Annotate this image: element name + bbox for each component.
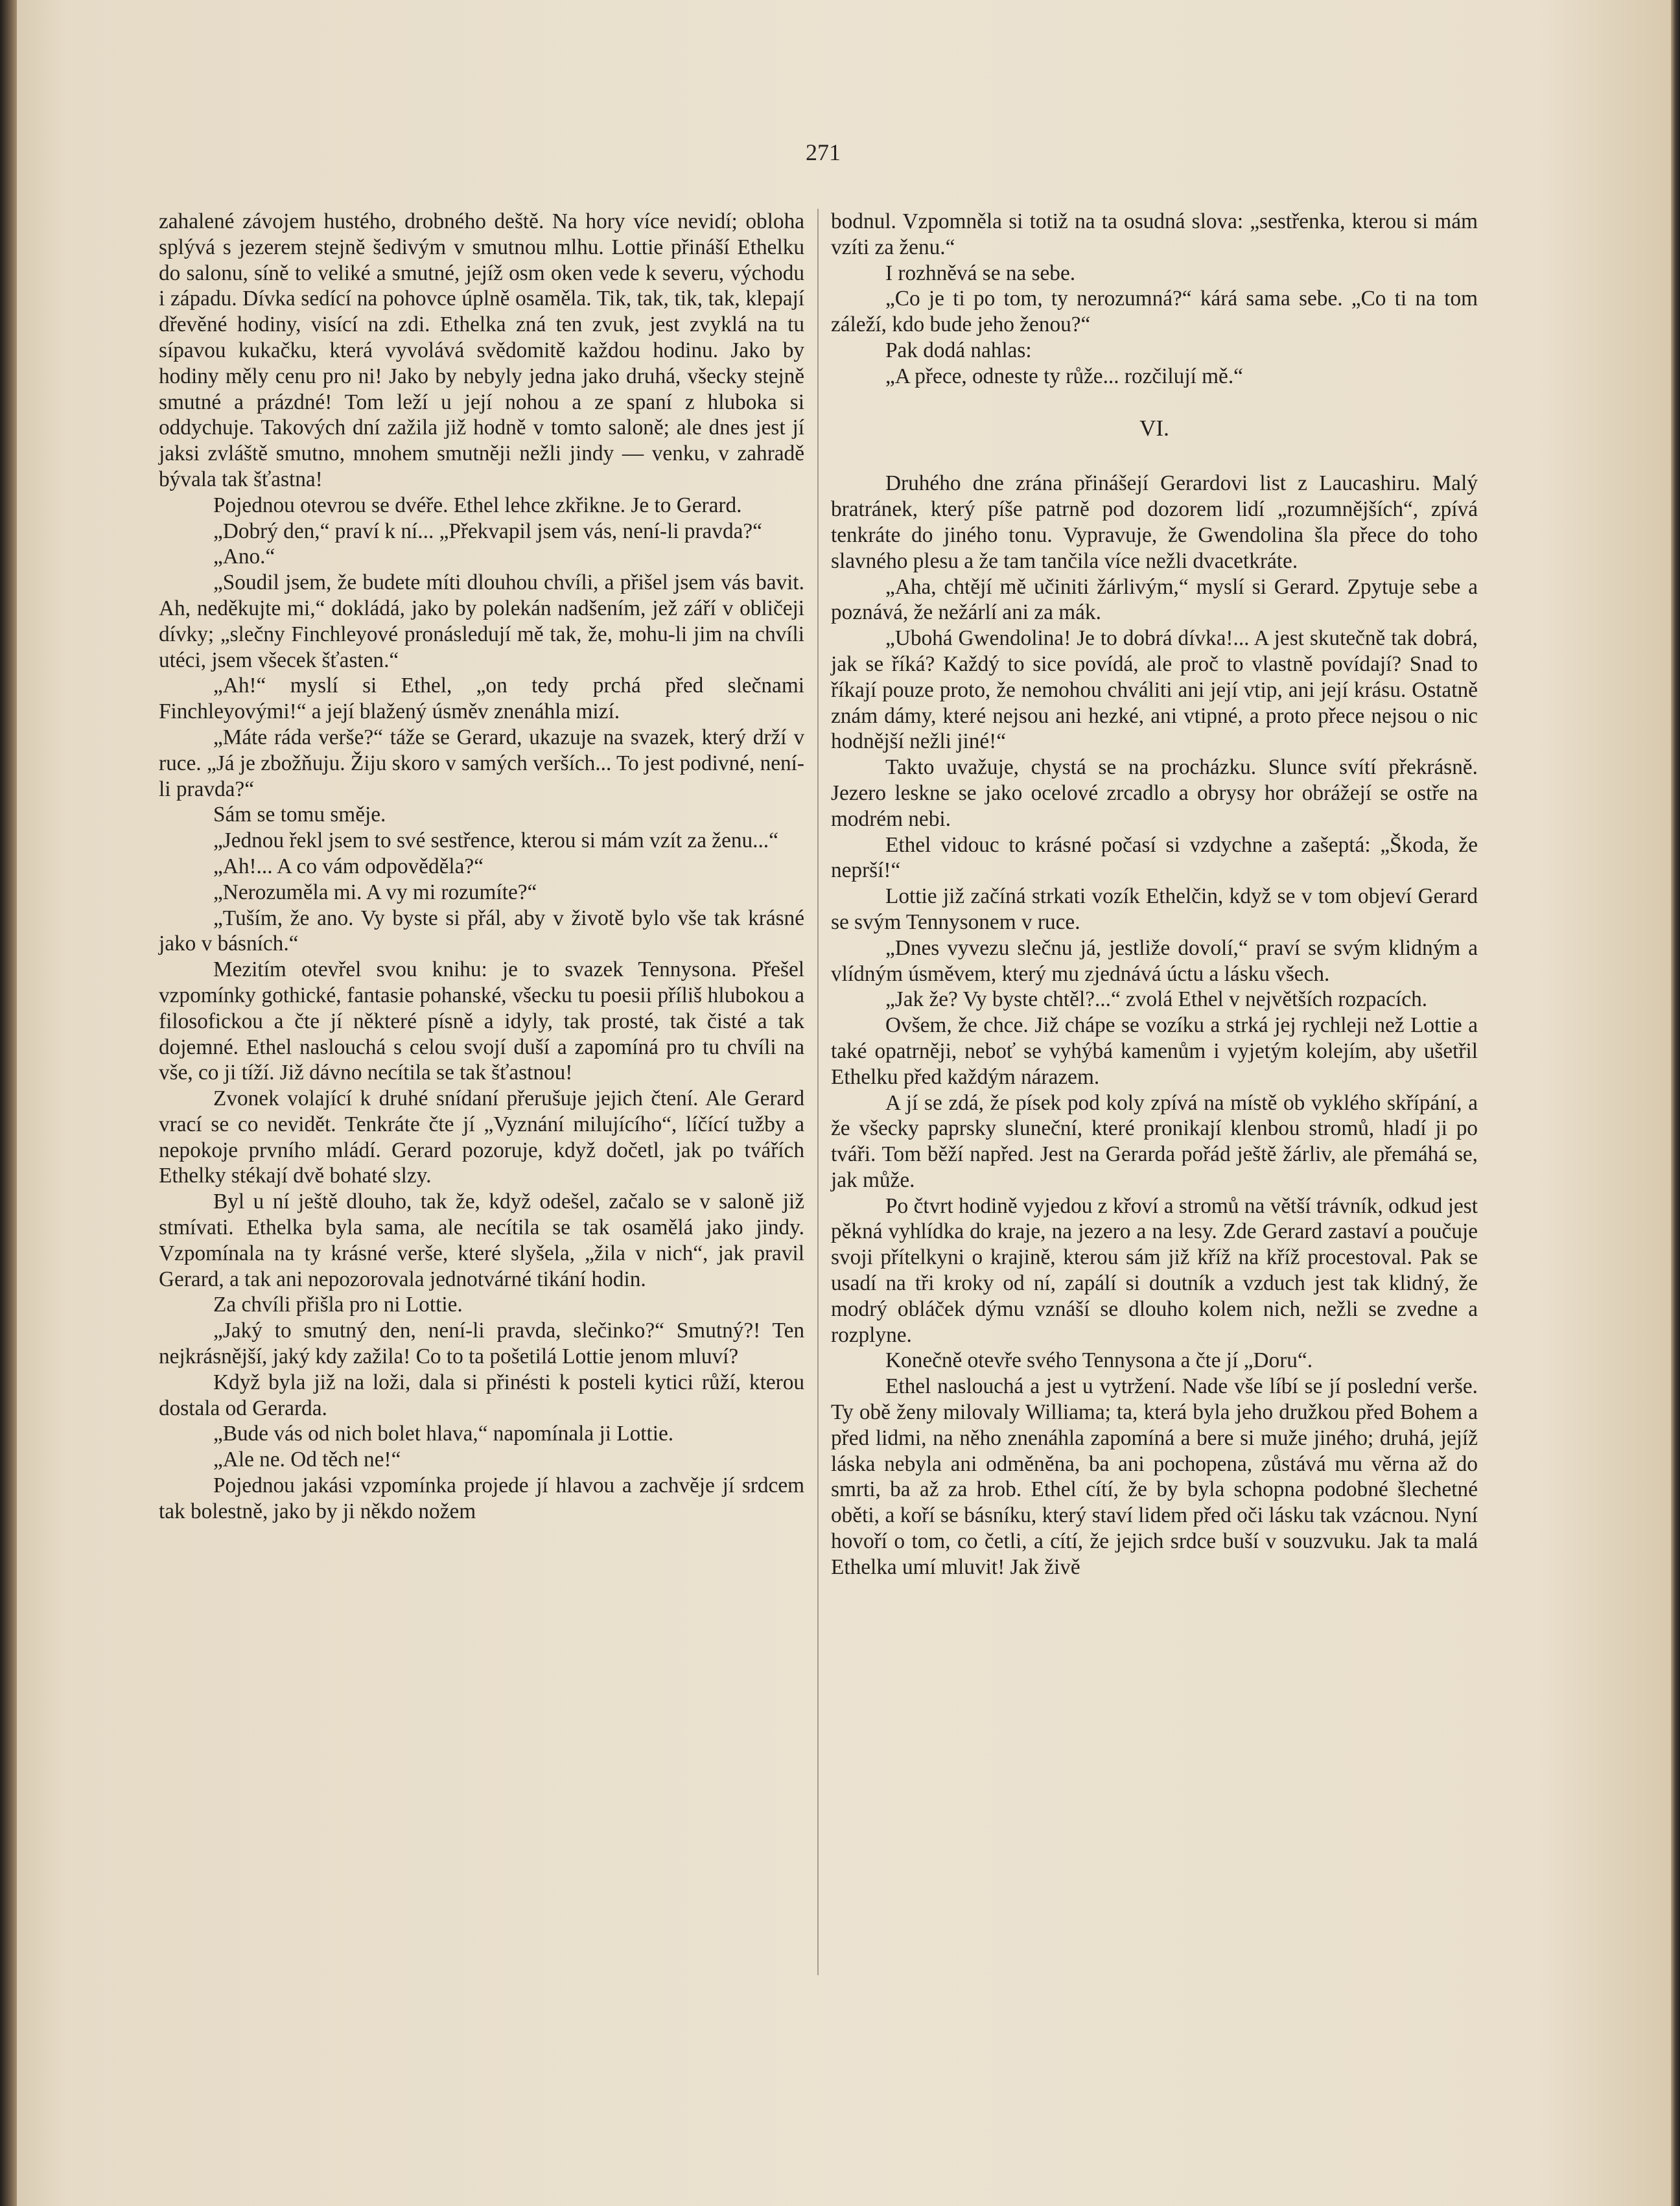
paragraph: Zvonek volající k druhé snídaní přerušuje jejich čtení. Ale Gerard vrací se co nevidět. Tenkráte čte jí „Vyznání milujícího“, líčící tužby a nepokoje prvního mládí. Gerard pozoruje, když dočetl, jak po tvářích Ethelky stékají dvě bohaté slzy.	[159, 1086, 804, 1188]
paragraph: Byl u ní ještě dlouho, tak že, když odešel, začalo se v saloně již stmívati. Ethelka byla sama, ale necítila se tak osamělá jako jindy. Vzpomínala na ty krásné verše, které slyšela, „žila v nich“, jak pravil Gerard, a tak ani nepozorovala jednotvárné tikání hodin.	[159, 1190, 804, 1291]
paragraph: „Jak že? Vy byste chtěl?...“ zvolá Ethel v největších rozpacích.	[885, 987, 1428, 1012]
paragraph: „Ano.“	[213, 545, 275, 569]
paragraph: Ovšem, že chce. Již chápe se vozíku a strká jej rychleji než Lottie a také opatrněji, neboť se vyhýbá kamenům i vyjetým kolejím, aby ušetřil Ethelku před každým nárazem.	[831, 1013, 1478, 1089]
column-divider	[817, 209, 819, 1975]
paragraph: „Soudil jsem, že budete míti dlouhou chvíli, a přišel jsem vás bavit. Ah, neděkujte mi,“ dokládá, jako by polekán nadšením, jež září v obličeji dívky; „slečny Finchleyové pronásledují mě tak, že, mohu-li jim na chvíli utéci, jsem všecek šťasten.“	[159, 570, 804, 672]
paragraph: Mezitím otevřel svou knihu: je to svazek Tennysona. Přešel vzpomínky gothické, fantasie pohanské, všecku tu poesii příliš hlubokou a filosofickou a čte jí některé písně a idyly, tak prosté, tak čisté a tak dojemné. Ethel naslouchá s celou svojí duší a zapomíná pro tu chvíli na vše, co ji tíží. Již dávno necítila se tak šťastnou!	[159, 957, 804, 1085]
paragraph: zahalené závojem hustého, drobného deště. Na hory více nevidí; obloha splývá s jezerem stejně šedivým v smutnou mlhu. Lottie přináší Ethelku do salonu, síně to veliké a smutné, jejíž osm oken vede k severu, východu i západu. Dívka sedící na pohovce úplně osaměla. Tik, tak, tik, tak, klepají dřevěné hodiny, visící na zdi. Ethelka zná ten zvuk, jest zvyklá na tu sípavou kukačku, která vyvolává svědomitě každou hodinu. Jako by hodiny měly cenu pro ni! Jako by nebyly jedna jako druhá, všecky stejně smutné a prázdné! Tom leží u její nohou a ze spaní z hluboka si oddychuje. Takových dní zažila již hodně v tomto saloně; ale dnes jest jí jaksi zvláště smutno, mnohem smutněji nežli jindy — venku, v zahradě bývala tak šťastna!	[159, 209, 804, 491]
paragraph: „Jednou řekl jsem to své sestřence, kterou si mám vzít za ženu...“	[213, 828, 778, 853]
paragraph: Sám se tomu směje.	[213, 803, 386, 827]
paragraph: „Ah!“ myslí si Ethel, „on tedy prchá před slečnami Finchleyovými!“ a její blažený úsměv znenáhla mizí.	[159, 674, 804, 724]
paragraph: „Bude vás od nich bolet hlava,“ napomínala ji Lottie.	[213, 1422, 674, 1446]
paragraph: „Nerozuměla mi. A vy mi rozumíte?“	[213, 880, 537, 904]
paragraph: I rozhněvá se na sebe.	[885, 261, 1076, 285]
paragraph: „Jaký to smutný den, není-li pravda, slečinko?“ Smutný?! Ten nejkrásnější, jaký kdy zažila! Co to ta pošetilá Lottie jenom mluví?	[159, 1319, 804, 1369]
page-edge-shadow	[1671, 0, 1680, 2206]
paragraph: Ethel naslouchá a jest u vytržení. Nade vše líbí se jí poslední verše. Ty obě ženy milovaly Williama; ta, která byla jeho družkou před Bohem a před lidmi, na něho znenáhla zapomíná a bere si muže jiného; druhá, jejíž láska nebyla ani odměněna, ba ani pochopena, zůstává mu věrna až do smrti, ba až za hrob. Ethel cítí, že by byla schopna podobné šlechetné oběti, a koří se básníku, který staví lidem před oči lásku tak vzácnou. Nyní hovoří o tom, co četli, a cítí, že jejich srdce buší v souzvuku. Jak ta malá Ethelka umí mluvit! Jak živě	[831, 1374, 1478, 1579]
paragraph: „Ale ne. Od těch ne!“	[213, 1448, 401, 1472]
left-text-column	[159, 209, 804, 1525]
section-heading: VI.	[1139, 415, 1169, 441]
paragraph: „Co je ti po tom, ty nerozumná?“ kárá sama sebe. „Co ti na tom záleží, kdo bude jeho ženou?“	[831, 287, 1478, 337]
paragraph: Druhého dne zrána přinášejí Gerardovi list z Laucashiru. Malý bratránek, který píše patrně pod dozorem lidí „rozumnějších“, zpívá tenkráte do jiného tonu. Vypravuje, že Gwendolina šla přece do toho slavného plesu a že tam tančila více nežli dvacetkráte.	[831, 471, 1478, 573]
paragraph: A jí se zdá, že písek pod koly zpívá na místě ob vyklého skřípání, a že všecky paprsky sluneční, které pronikají klenbou stromů, hladí ji po tváři. Tom běží napřed. Jest na Gerarda pořád ještě žárliv, ale přemáhá se, jak může.	[831, 1090, 1478, 1192]
paragraph: „Dobrý den,“ praví k ní... „Překvapil jsem vás, není-li pravda?“	[213, 519, 762, 543]
paragraph: Pak dodá nahlas:	[885, 338, 1032, 362]
page-number: 271	[806, 139, 841, 165]
paragraph: Za chvíli přišla pro ni Lottie.	[213, 1293, 463, 1317]
paragraph: Pojednou jakási vzpomínka projede jí hlavou a zachvěje jí srdcem tak bolestně, jako by ji někdo nožem	[159, 1473, 804, 1523]
paragraph: „Dnes vyvezu slečnu já, jestliže dovolí,“ praví se svým klidným a vlídným úsměvem, který mu zjednává úctu a lásku všech.	[831, 935, 1478, 986]
paragraph: „Máte ráda verše?“ táže se Gerard, ukazuje na svazek, který drží v ruce. „Já je zbožňuju. Žiju skoro v samých verších... To jest podivné, není-li pravda?“	[159, 725, 804, 801]
paragraph: „Ubohá Gwendolina! Je to dobrá dívka!... A jest skutečně tak dobrá, jak se říká? Každý to sice povídá, ale proč to vlastně povídají? Snad to říkají pouze proto, že nemohou chváliti ani její vtip, ani její krásu. Ostatně znám dámy, které nejsou ani hezké, ani vtipné, a proto přece nejsou o nic hodnější nežli jiné!“	[831, 626, 1478, 754]
paragraph: Když byla již na loži, dala si přinésti k posteli kytici růží, kterou dostala od Gerarda.	[159, 1370, 804, 1420]
paragraph: Konečně otevře svého Tennysona a čte jí „Doru“.	[885, 1348, 1313, 1373]
paragraph: bodnul. Vzpomněla si totiž na ta osudná slova: „sestřenka, kterou si mám vzíti za ženu.“	[831, 209, 1478, 259]
paragraph: „Ah!... A co vám odpověděla?“	[213, 854, 484, 878]
paragraph: Takto uvažuje, chystá se na procházku. Slunce svítí překrásně. Jezero leskne se jako ocelové zrcadlo a obrysy hor obrážejí se ostře na modrém nebi.	[831, 755, 1478, 831]
paragraph: „Aha, chtějí mě učiniti žárlivým,“ myslí si Gerard. Zpytuje sebe a poznává, že nežárlí ani za mák.	[831, 574, 1478, 625]
book-spine-shadow	[0, 0, 17, 2206]
right-text-column	[831, 209, 1478, 1580]
paragraph: „Tuším, že ano. Vy byste si přál, aby v životě bylo vše tak krásné jako v básních.“	[159, 906, 804, 956]
paragraph: Ethel vidouc to krásné počasí si vzdychne a zašeptá: „Škoda, že neprší!“	[831, 832, 1478, 883]
paragraph: Pojednou otevrou se dvéře. Ethel lehce zkřikne. Je to Gerard.	[213, 493, 742, 517]
paragraph: „A přece, odneste ty růže... rozčilují mě.“	[885, 364, 1243, 388]
paragraph: Po čtvrt hodině vyjedou z křoví a stromů na větší trávník, odkud jest pěkná vyhlídka do kraje, na jezero a na lesy. Zde Gerard zastaví a poučuje svoji přítelkyni o krajině, kterou sám již kříž na kříž procestoval. Pak se usadí na tři kroky od ní, zapálí si doutník a vzduch jest tak klidný, že modrý obláček dýmu vznáší se dlouho kolem nich, nežli se zvedne a rozplyne.	[831, 1193, 1478, 1347]
paragraph: Lottie již začíná strkati vozík Ethelčin, když se v tom objeví Gerard se svým Tennysonem v ruce.	[831, 884, 1478, 934]
